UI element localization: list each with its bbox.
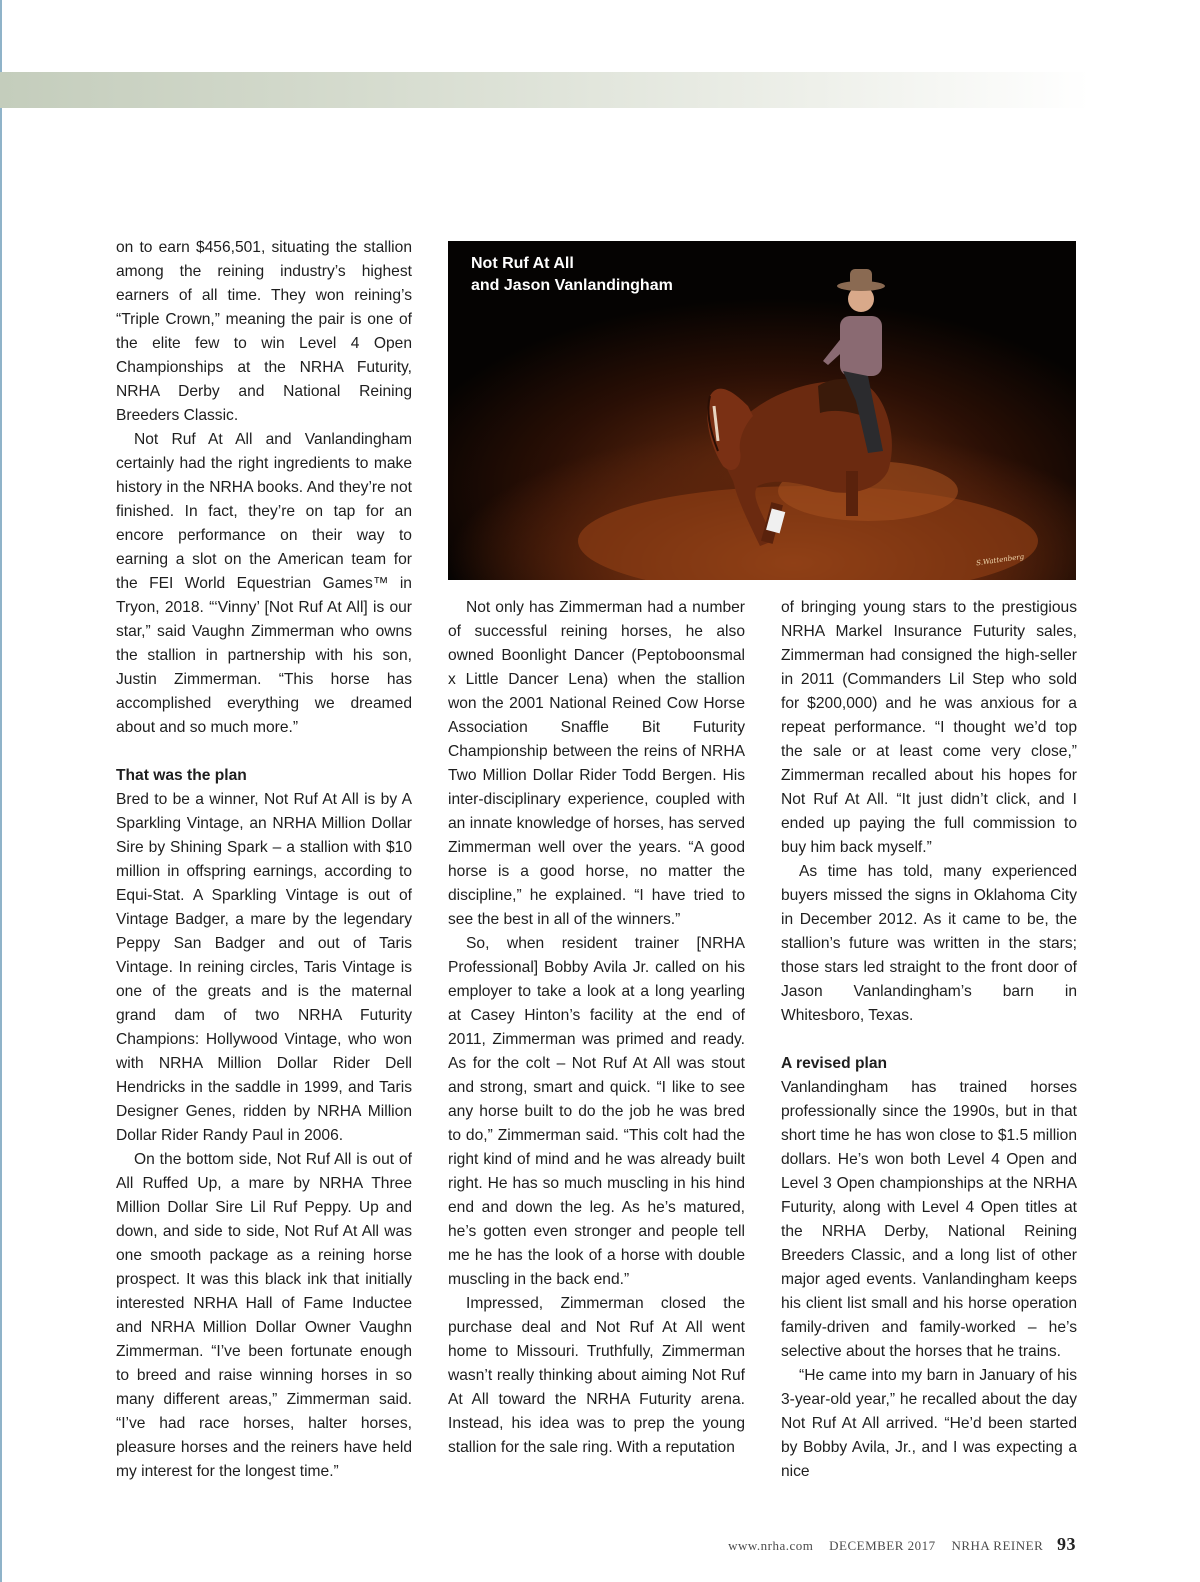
paragraph: on to earn $456,501, situating the stallion among the reining industry’s highest earners of all time. They won reining’s “Triple Crown,” meaning the pair is one of the elite few to win Level 4 Open Championships at the NRHA Futurity, NRHA Derby and National Reining Breeders Classic. [116,239,412,424]
photographer-signature: S.Wattenberg [975,552,1025,568]
article-column-3 [781,596,1077,1484]
caption-line: and Jason Vanlandingham [471,277,673,294]
footer-issue-date: DECEMBER 2017 [829,1538,936,1553]
left-page-edge-rule [0,0,2,1582]
footer-website-link[interactable]: www.nrha.com [728,1538,814,1553]
horse-photo [448,241,1076,580]
paragraph: “He came into my barn in January of his 3-year-old year,” he recalled about the day Not Ruf At All arrived. “He’d been started by Bobby Avila, Jr., and I was expecting a nice [781,1367,1077,1480]
caption-line: Not Ruf At All [471,255,574,272]
paragraph: As time has told, many experienced buyers missed the signs in Oklahoma City in December 2012. As it came to be, the stallion’s future was written in the stars; those stars led straight to the front door of Jason Vanlandingham’s barn in Whitesboro, Texas. [781,863,1077,1024]
paragraph: Bred to be a winner, Not Ruf At All is by A Sparkling Vintage, an NRHA Million Dollar Sire by Shining Spark – a stallion with $10 million in offspring earnings, according to Equi-Stat. A Sparkling Vintage is out of Vintage Badger, a mare by the legendary Peppy San Badger and out of Taris Vintage. In reining circles, Taris Vintage is one of the greats and is the maternal grand dam of two NRHA Futurity Champions: Hollywood Vintage, who won with NRHA Million Dollar Rider Dell Hendricks in the saddle in 1999, and Taris Designer Genes, ridden by NRHA Million Dollar Rider Randy Paul in 2006. [116,791,412,1144]
section-heading: A revised plan [781,1055,888,1072]
paragraph: Vanlandingham has trained horses professionally since the 1990s, but in that short time he has won close to $1.5 million dollars. He’s won both Level 4 Open and Level 3 Open championships at the NRHA Futurity, along with Level 4 Open titles at the NRHA Derby, National Reining Breeders Classic, and a long list of other major aged events. Vanlandingham keeps his client list small and his horse operation family-driven and family-worked – he’s selective about the horses that he trains. [781,1079,1077,1360]
footer-magazine-name: NRHA REINER [951,1538,1044,1553]
photo-caption [471,253,673,297]
page-footer [716,1534,1076,1555]
paragraph: of bringing young stars to the prestigious NRHA Markel Insurance Futurity sales, Zimmerman had consigned the high-seller in 2011 (Commanders Lil Step who sold for $200,000) and he was anxious for a repeat performance. “I thought we’d top the sale or at least come very close,” Zimmerman recalled about his hopes for Not Ruf At All. “It just didn’t click, and I ended up paying the full commission to buy him back myself.” [781,599,1077,856]
paragraph: Not only has Zimmerman had a number of successful reining horses, he also owned Boonlight Dancer (Peptoboonsmal x Little Dancer Lena) when the stallion won the 2001 National Reined Cow Horse Association Snaffle Bit Futurity Championship between the reins of NRHA Two Million Dollar Rider Todd Bergen. His inter-disciplinary experience, coupled with an innate knowledge of horses, has served Zimmerman well over the years. “A good horse is a good horse, no matter the discipline,” he explained. “I have tried to see the best in all of the winners.” [448,599,745,928]
paragraph: On the bottom side, Not Ruf All is out of All Ruffed Up, a mare by NRHA Three Million Dollar Sire Lil Ruf Peppy. Up and down, and side to side, Not Ruf At All was one smooth package as a reining horse prospect. It was this black ink that initially interested NRHA Hall of Fame Inductee and NRHA Million Dollar Owner Vaughn Zimmerman. “I’ve been fortunate enough to breed and raise winning horses in so many different areas,” Zimmerman said. “I’ve had race horses, halter horses, pleasure horses and the reiners have held my interest for the longest time.” [116,1151,412,1480]
paragraph: So, when resident trainer [NRHA Professional] Bobby Avila Jr. called on his employer to take a look at a long yearling at Casey Hinton’s facility at the end of 2011, Zimmerman was primed and ready. As for the colt – Not Ruf At All was stout and strong, smart and quick. “I like to see any horse built to do the job he was bred to do,” Zimmerman said. “This colt had the right kind of mind and he was already built right. He has so much muscling in his hind end and down the leg. As he’s matured, he’s gotten even stronger and people tell me he has the look of a horse with double muscling in the back end.” [448,935,745,1288]
section-heading: That was the plan [116,767,247,784]
header-gradient-band [0,72,1090,108]
paragraph: Not Ruf At All and Vanlandingham certainly had the right ingredients to make history in the NRHA books. And they’re not finished. In fact, they’re on tap for an encore performance on their way to earning a slot on the American team for the FEI World Equestrian Games™ in Tryon, 2018. “‘Vinny’ [Not Ruf At All] is our star,” said Vaughn Zimmerman who owns the stallion in partnership with his son, Justin Zimmerman. “This horse has accomplished everything we dreamed about and so much more.” [116,431,412,736]
paragraph: Impressed, Zimmerman closed the purchase deal and Not Ruf At All went home to Missouri. Truthfully, Zimmerman wasn’t really thinking about aiming Not Ruf At All toward the NRHA Futurity arena. Instead, his idea was to prep the young stallion for the sale ring. With a reputation [448,1295,745,1456]
article-column-1 [116,236,412,1484]
article-column-2 [448,596,745,1460]
page-number: 93 [1057,1534,1076,1554]
